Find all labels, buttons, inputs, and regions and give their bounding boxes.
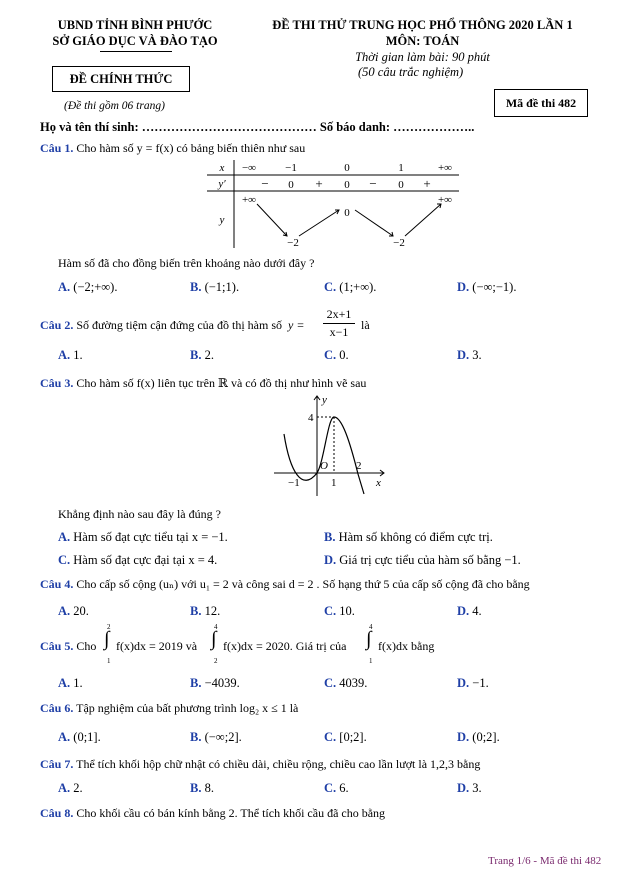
official-label: ĐỀ CHÍNH THỨC [69, 72, 173, 86]
subject: MÔN: TOÁN [385, 34, 460, 48]
q3-option-d[interactable]: D. Giá trị cực tiểu của hàm số bằng −1. [324, 553, 521, 567]
sign: 0 [398, 179, 404, 191]
q1-option-d[interactable]: D. (−∞;−1). [457, 280, 517, 294]
q1-option-a[interactable]: A. (−2;+∞). [58, 280, 118, 294]
graph-x-axis-label: x [376, 477, 381, 489]
question-label: Câu 1. [40, 141, 74, 155]
q2-option-c[interactable]: C. 0. [324, 348, 349, 362]
exam-title: ĐỀ THI THỬ TRUNG HỌC PHỔ THÔNG 2020 LẦN 1 [272, 18, 573, 32]
fraction-denominator: x−1 [329, 325, 349, 339]
fraction-bar [323, 323, 355, 324]
integral-sign: ∫ [104, 628, 110, 650]
sign: − [369, 176, 377, 191]
q7-option-d[interactable]: D. 3. [457, 781, 482, 795]
function-graph [270, 392, 390, 500]
table-y-label: y [219, 214, 225, 226]
school-authority: SỞ GIÁO DỤC VÀ ĐÀO TẠO [52, 34, 218, 48]
q4-option-a[interactable]: A. 20. [58, 604, 89, 618]
x-value: 0 [344, 162, 350, 174]
question-text: Cho hàm số y = f(x) có bảng biến thiên như sau [76, 141, 306, 155]
sign: + [423, 176, 431, 191]
integral-lower: 1 [107, 657, 111, 665]
integral-upper: 4 [214, 623, 218, 631]
question-4 [40, 577, 530, 592]
q7-option-a[interactable]: A. 2. [58, 781, 83, 795]
question-label: Câu 5. [40, 639, 74, 653]
y-value: −2 [393, 237, 405, 249]
fraction-numerator: 2x+1 [326, 307, 352, 321]
q1-option-b[interactable]: B. (−1;1). [190, 280, 240, 294]
question-2: Câu 2. Số đường tiệm cận đứng của đồ thị hàm số y = [40, 318, 305, 332]
question-5 [40, 639, 96, 654]
q4-option-c[interactable]: C. 10. [324, 604, 355, 618]
x-value: −1 [285, 162, 297, 174]
graph-tick: −1 [288, 477, 300, 489]
student-info-line: Họ và tên thí sinh: …………………………………… Số báo danh: ……………….. [40, 120, 475, 134]
question-3 [40, 376, 366, 391]
variation-table [205, 158, 461, 250]
q7-option-c[interactable]: C. 6. [324, 781, 349, 795]
question-text: Tập nghiệm của bất phương trình log₂ x ≤ 1 là [76, 701, 299, 715]
table-x-label: x [219, 162, 225, 174]
question-1-follow: Hàm số đã cho đồng biến trên khoảng nào dưới đây ? [58, 256, 315, 270]
question-label: Câu 4. [40, 577, 74, 591]
graph-tick: 2 [356, 460, 362, 472]
q2-option-b[interactable]: B. 2. [190, 348, 214, 362]
x-value: +∞ [437, 162, 453, 174]
question-text: Thể tích khối hộp chữ nhật có chiều dài, chiều rộng, chiều cao lần lượt là 1,2,3 bằng [76, 757, 481, 771]
x-value: −∞ [241, 162, 257, 174]
integral-lower: 1 [369, 657, 373, 665]
question-text: Số đường tiệm cận đứng của đồ thị hàm số [76, 318, 283, 332]
y-value: +∞ [241, 194, 257, 206]
sign: 0 [344, 179, 350, 191]
q5-option-a[interactable]: A. 1. [58, 676, 83, 690]
q2-option-a[interactable]: A. 1. [58, 348, 83, 362]
integral-sign: ∫ [366, 628, 372, 650]
exam-code-box [494, 89, 588, 117]
q6-option-a[interactable]: A. (0;1]. [58, 730, 101, 744]
x-value: 1 [398, 162, 404, 174]
question-text: Cho hàm số f(x) liên tục trên ℝ và có đồ thị như hình vẽ sau [76, 376, 367, 390]
q6-option-c[interactable]: C. [0;2]. [324, 730, 367, 744]
integral-upper: 2 [107, 623, 111, 631]
question-1 [40, 141, 305, 156]
exam-code: Mã đề thi 482 [505, 96, 577, 110]
page-footer: Trang 1/6 - Mã đề thi 482 [488, 855, 602, 867]
question-text: Cho cấp số cộng (uₙ) với u₁ = 2 và công sai d = 2 . Số hạng thứ 5 của cấp số cộng đã cho bằng [76, 577, 530, 591]
q3-option-b[interactable]: B. Hàm số không có điểm cực trị. [324, 530, 493, 544]
question-text: Cho khối cầu có bán kính bằng 2. Thể tích khối cầu đã cho bằng [76, 806, 386, 820]
question-6 [40, 701, 298, 716]
question-label: Câu 2. [40, 318, 74, 332]
integral-sign: ∫ [211, 628, 217, 650]
q2-option-d[interactable]: D. 3. [457, 348, 482, 362]
q5-option-b[interactable]: B. −4039. [190, 676, 240, 690]
q3-option-a[interactable]: A. Hàm số đạt cực tiểu tại x = −1. [58, 530, 228, 544]
q5-option-c[interactable]: C. 4039. [324, 676, 368, 690]
question-count: (50 câu trắc nghiệm) [358, 65, 464, 79]
q4-option-d[interactable]: D. 4. [457, 604, 482, 618]
q6-option-d[interactable]: D. (0;2]. [457, 730, 500, 744]
integral-upper: 4 [369, 623, 373, 631]
sign: − [261, 176, 269, 191]
official-exam-box [52, 66, 190, 92]
graph-y-axis-label: y [322, 394, 327, 406]
graph-tick: 4 [308, 412, 314, 424]
q1-option-c[interactable]: C. (1;+∞). [324, 280, 377, 294]
integral-lower: 2 [214, 657, 218, 665]
question-label: Câu 3. [40, 376, 74, 390]
graph-tick: 1 [331, 477, 337, 489]
sign: + [315, 176, 323, 191]
question-5-part-d: f(x)dx bằng [378, 639, 435, 653]
graph-origin: O [320, 460, 328, 472]
q6-option-b[interactable]: B. (−∞;2]. [190, 730, 242, 744]
q4-option-b[interactable]: B. 12. [190, 604, 221, 618]
question-8 [40, 806, 385, 821]
question-7 [40, 757, 480, 772]
page-count-note: (Đề thi gồm 06 trang) [64, 100, 165, 112]
question-5-part-c: f(x)dx = 2020. Giá trị của [223, 639, 347, 653]
question-5-part-b: f(x)dx = 2019 và [116, 639, 198, 653]
q3-option-c[interactable]: C. Hàm số đạt cực đại tại x = 4. [58, 553, 218, 567]
q5-option-d[interactable]: D. −1. [457, 676, 489, 690]
time-limit: Thời gian làm bài: 90 phút [355, 50, 490, 64]
question-text: Cho [76, 639, 97, 653]
table-yprime-label: y′ [218, 178, 226, 190]
y-value: +∞ [437, 194, 453, 206]
sign: 0 [288, 179, 294, 191]
question-label: Câu 7. [40, 757, 74, 771]
question-2-tail: là [361, 318, 370, 332]
question-label: Câu 6. [40, 701, 74, 715]
header-divider [100, 51, 172, 52]
question-3-follow: Khẳng định nào sau đây là đúng ? [58, 507, 221, 521]
y-value: −2 [287, 237, 299, 249]
department-name: UBND TỈNH BÌNH PHƯỚC [57, 18, 213, 32]
q7-option-b[interactable]: B. 8. [190, 781, 214, 795]
y-value: 0 [344, 207, 350, 219]
question-label: Câu 8. [40, 806, 74, 820]
